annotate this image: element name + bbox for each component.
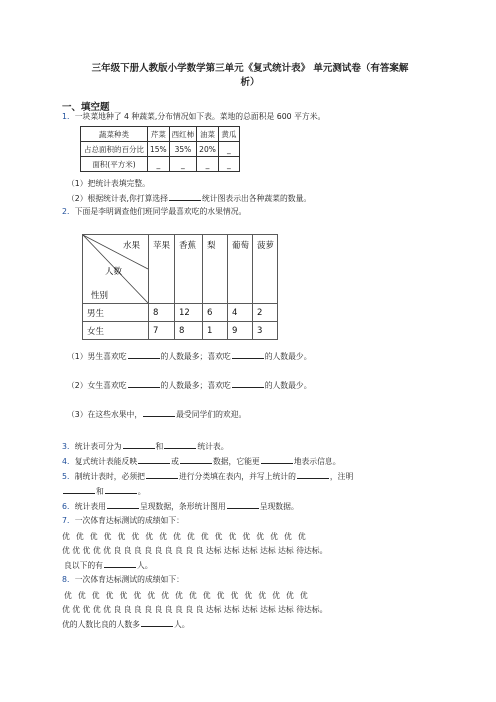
q2-sub-2: （2）女生喜欢吃 的人数最多；喜欢吃 的人数最少。 bbox=[67, 381, 312, 390]
table-cell: 蔬菜种类 bbox=[81, 127, 148, 142]
answer-blank[interactable] bbox=[227, 500, 259, 509]
answer-blank[interactable] bbox=[128, 379, 160, 388]
table-row bbox=[81, 157, 240, 172]
answer-blank[interactable] bbox=[297, 470, 329, 479]
table-cell: _ bbox=[169, 157, 197, 172]
answer-blank[interactable] bbox=[146, 470, 178, 479]
table-cell: 8 bbox=[175, 322, 202, 339]
title-line-2: 析） bbox=[240, 77, 260, 88]
answer-blank[interactable] bbox=[169, 192, 201, 201]
answer-blank[interactable] bbox=[138, 455, 170, 464]
table-cell: 8 bbox=[149, 304, 174, 321]
table-cell: 12 bbox=[175, 304, 202, 321]
table-cell: 4 bbox=[228, 304, 252, 321]
row-label-girls: 女生 bbox=[83, 322, 148, 339]
q7-answer: 良以下的有 人。 bbox=[64, 561, 153, 570]
answer-blank[interactable] bbox=[232, 379, 264, 388]
table-row bbox=[81, 127, 240, 142]
table-cell: 15% bbox=[148, 142, 170, 157]
section-heading: 一、填空题 bbox=[62, 102, 110, 113]
answer-blank[interactable] bbox=[123, 440, 155, 449]
question-1 bbox=[62, 111, 325, 122]
header-count: 人数 bbox=[105, 267, 123, 277]
q1-sub-2 bbox=[67, 192, 311, 204]
answer-blank[interactable] bbox=[164, 440, 196, 449]
fruit-header-grape: 葡萄 bbox=[228, 235, 252, 303]
q2-sub-3: （3）在这些水果中， 最受同学们的欢迎。 bbox=[67, 410, 247, 419]
fruit-header-apple: 苹果 bbox=[149, 235, 174, 303]
title-line-1: 三年级下册人教版小学数学第三单元《复式统计表》 单元测试卷（有答案解 bbox=[91, 63, 409, 74]
answer-blank[interactable] bbox=[104, 559, 136, 568]
question-5: 5．制统计表时，必须把 进行分类填在表内，并写上统计的 ，注明 bbox=[62, 472, 354, 481]
table-cell: 3 bbox=[253, 322, 277, 339]
table-cell: 20% bbox=[197, 142, 219, 157]
question-3: 3．统计表可分为 和 统计表。 bbox=[62, 442, 229, 451]
question-text: 一块菜地种了 4 种蔬菜,分布情况如下表。菜地的总面积是 600 平方米。 bbox=[74, 112, 326, 121]
header-fruit: 水果 bbox=[123, 241, 141, 251]
answer-blank[interactable] bbox=[107, 500, 139, 509]
q8-grades-row-2: 优 优 优 优 优 良 良 良 良 良 良 良 良 良 达标 达标 达标 达标 达标 待达标。 bbox=[62, 605, 328, 614]
table-cell: 6 bbox=[203, 304, 227, 321]
sub-text: 统计图表示出各种蔬菜的数量。 bbox=[202, 194, 312, 203]
table-row bbox=[81, 142, 240, 157]
question-2 bbox=[62, 206, 246, 217]
vegetable-table bbox=[80, 126, 240, 172]
fruit-header-banana: 香蕉 bbox=[175, 235, 202, 303]
question-number: 2． bbox=[62, 207, 75, 216]
q1-sub-1: （1）把统计表填完整。 bbox=[67, 179, 150, 188]
q8-grades-row-1: 优 优 优 优 优 优 优 优 优 优 优 优 优 优 优 优 优 优 bbox=[64, 591, 310, 600]
question-number: 1． bbox=[62, 112, 75, 121]
answer-blank[interactable] bbox=[232, 350, 264, 359]
q7-grades-row-2: 优 优 优 优 优 良 良 良 良 良 良 良 良 良 达标 达标 达标 达标 达标 待达标。 bbox=[62, 546, 328, 555]
table-cell: 占总面积的百分比 bbox=[81, 142, 148, 157]
fruit-table bbox=[82, 234, 278, 340]
answer-blank[interactable] bbox=[261, 455, 293, 464]
diagonal-header-cell bbox=[83, 235, 148, 303]
q7-grades-row-1: 优 优 优 优 优 优 优 优 优 优 优 优 优 优 优 优 优 优 bbox=[62, 532, 308, 541]
answer-blank[interactable] bbox=[141, 618, 173, 627]
question-6: 6．统计表用 呈现数据，条形统计图用 呈现数据。 bbox=[62, 502, 299, 511]
table-cell: 7 bbox=[149, 322, 174, 339]
table-cell: 2 bbox=[253, 304, 277, 321]
answer-blank[interactable] bbox=[180, 455, 212, 464]
page-title bbox=[60, 62, 440, 90]
q8-answer: 优的人数比良的人数多 人。 bbox=[62, 620, 190, 629]
table-cell: 西红柿 bbox=[169, 127, 197, 142]
question-text: 下面是李明调查他们班同学最喜欢吃的水果情况。 bbox=[74, 207, 247, 216]
fruit-header-pear: 梨 bbox=[203, 235, 227, 303]
table-cell: 9 bbox=[228, 322, 252, 339]
table-cell: 黄瓜 bbox=[218, 127, 239, 142]
question-8: 8．一次体育达标测试的成绩如下： bbox=[62, 575, 184, 584]
answer-blank[interactable] bbox=[63, 485, 95, 494]
answer-blank[interactable] bbox=[105, 485, 137, 494]
table-cell: 35% bbox=[169, 142, 197, 157]
table-cell: 芹菜 bbox=[148, 127, 170, 142]
table-cell: 面积(平方米) bbox=[81, 157, 148, 172]
row-label-boys: 男生 bbox=[83, 304, 148, 321]
q2-sub-1: （1）男生喜欢吃 的人数最多；喜欢吃 的人数最少。 bbox=[67, 352, 312, 361]
question-4: 4．复式统计表能反映 或 数据，它能更 地表示信息。 bbox=[62, 457, 341, 466]
answer-blank[interactable] bbox=[128, 350, 160, 359]
answer-blank[interactable] bbox=[143, 408, 175, 417]
fruit-header-pineapple: 菠萝 bbox=[253, 235, 277, 303]
table-cell: 油菜 bbox=[197, 127, 219, 142]
question-5-cont: 和 。 bbox=[62, 485, 146, 497]
table-cell: _ bbox=[218, 157, 239, 172]
table-cell: _ bbox=[148, 157, 170, 172]
header-gender: 性别 bbox=[91, 291, 109, 301]
table-cell: _ bbox=[197, 157, 219, 172]
table-cell: _ bbox=[218, 142, 239, 157]
table-cell: 1 bbox=[203, 322, 227, 339]
sub-text: （2）根据统计表,你打算选择 bbox=[67, 194, 169, 203]
question-7: 7．一次体育达标测试的成绩如下： bbox=[62, 516, 184, 525]
